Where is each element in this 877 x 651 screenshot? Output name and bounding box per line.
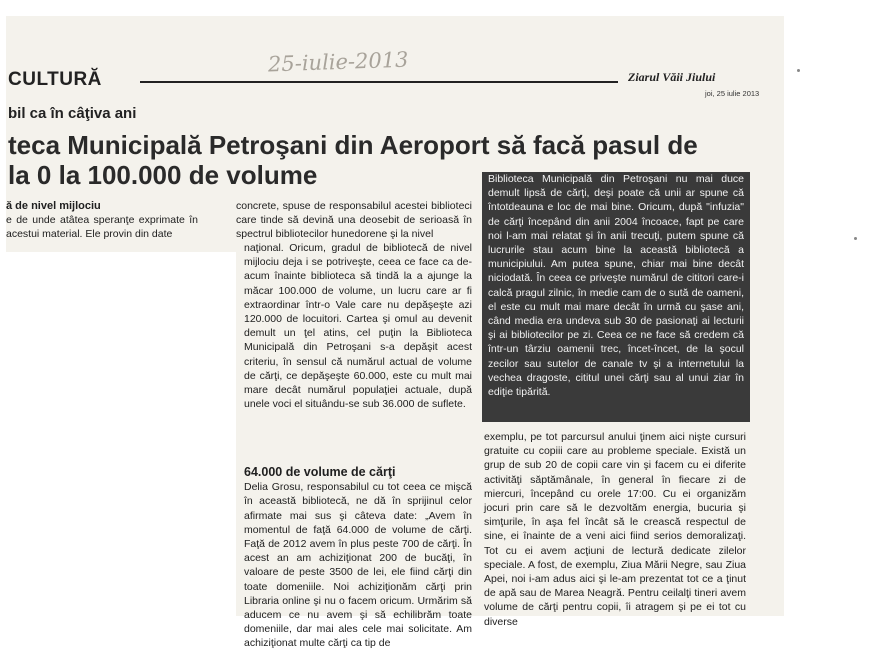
issue-date: joi, 25 iulie 2013 <box>705 89 760 98</box>
section-title: CULTURĂ <box>8 69 102 90</box>
column-3-text: exemplu, pe tot parcursul anului ţinem aici nişte cursuri gratuite cu copiii care au probleme speciale. Există un grup de sub 20 de copii care vin şi facem cu ei diferite activităţi săptămânale, în general în fiecare zi de miercuri, începând cu orele 17:00. Cu ei organizăm jocuri prin care să le dezvoltăm energia, bucuria şi simţurile, în aşa fel încât să le crească respectul de sine, ei înainte de a veni aici fiind serios demoralizaţi. Tot cu ei avem acţiuni de lectură dedicate zilelor speciale. A fost, de exemplu, Ziua Mării Negre, sau Ziua Apei, noi i-am adus aici şi le-am prezentat tot ce a ţinut de apă sau de Marea Neagră. Pentru ceilalţi tineri avem volume de cărţi pentru copii, îi atragem şi pe ei tot cu diverse <box>484 431 746 628</box>
column-1-text: e de unde atâtea speranţe exprimate în acestui material. Ele provin din date <box>6 214 198 241</box>
article-headline: teca Municipală Petroşani din Aeroport să facă pasul de la 0 la 100.000 de volume <box>8 130 698 190</box>
column-1 <box>6 199 198 242</box>
handwritten-date: 25-iulie-2013 <box>267 47 409 77</box>
column-2-section-text: Delia Grosu, responsabilul cu tot ceea ce mişcă în această bibliotecă, ne dă în sprijinul celor afirmate mai sus şi câteva date: „Avem în momentul de faţă 64.000 de volume de cărţi. Faţă de 2012 avem în plus peste 700 de cărţi. În acest an am achiziţionat 200 de bucăţi, în valoare de peste 3500 de lei, ele fiind cărţi din toate domeniile. Noi achiziţionăm cărţi prin Libraria online şi nu o facem oricum. Urmărim să aducem ce nu avem şi să echilibrăm toate domeniile, dar mai ales cele mai solicitate. Am achiziţionat multe cărţi ca tip de <box>244 481 472 650</box>
newspaper-name: Ziarul Văii Jiului <box>628 70 716 84</box>
column-2-top <box>236 199 472 242</box>
column-3 <box>484 430 746 629</box>
cropped-photo-area <box>6 252 236 620</box>
article-kicker: bil ca în câţiva ani <box>8 105 137 122</box>
column-2-subhead: 64.000 de volume de cărţi <box>244 465 396 479</box>
scan-dot <box>854 237 857 240</box>
column-2-top-text: concrete, spuse de responsabilul acestei biblioteci care tinde să devină una deosebit de serioasă în spectrul bibliotecilor hunedorene şi la nivel <box>236 200 472 241</box>
column-2-body-text: naţional. Oricum, gradul de bibliotecă de nivel mijlociu deja i se potriveşte, ceea ce face ca de-acum înainte biblioteca să tindă la a ajunge la măcar 100.000 de volume, un lucru care ar fi extraordinar într-o Vale care nu depăşeşte azi 120.000 de locuitori. Cartea şi omul au devenit demult un ţel atins, cel puţin la Biblioteca Municipală din Petroşani s-a depăşit acest criteriu, în sensul că numărul actual de volume de cărţi, ce depăşeşte 60.000, este cu mult mai mare decât numărul populaţiei actuale, după unele voci el situându-se sub 36.000 de suflete. <box>244 242 472 411</box>
column-2-body <box>244 241 472 411</box>
column-2-section <box>244 465 472 651</box>
highlight-box <box>482 172 750 422</box>
column-1-subhead: ă de nivel mijlociu <box>6 200 101 212</box>
section-rule <box>140 81 618 83</box>
highlight-box-text: Biblioteca Municipală din Petroşani nu mai duce demult lipsă de cărţi, deşi poate că unii ar spune că întotdeauna e loc de mai bine. Oricum, după "infuzia" de cărţi începând din anii 2004 încoace, fapt pe care noi l-am mai relatat şi în anii trecuţi, putem spune că lucrurile stau acum bine la această bibliotecă a municipiului. Am putea spune, chiar mai bine decât niciodată. În ceea ce priveşte numărul de cititori care-i calcă pragul zilnic, în medie cam de o sută de oameni, el este cu mult mai mare decât în urmă cu şase ani, când media era undeva sub 30 de pasionaţi ai lecturii şi ai bibliotecilor pe zi. Ceea ce ne face să credem că într-un târziu oamenii trec, încet-încet, de la şocul zecilor sau sutelor de canale tv şi a internetului la vechea dragoste, cititul unei cărţi sau al unui ziar în ediţie tipărită. <box>488 173 744 399</box>
scan-dot <box>797 69 800 72</box>
